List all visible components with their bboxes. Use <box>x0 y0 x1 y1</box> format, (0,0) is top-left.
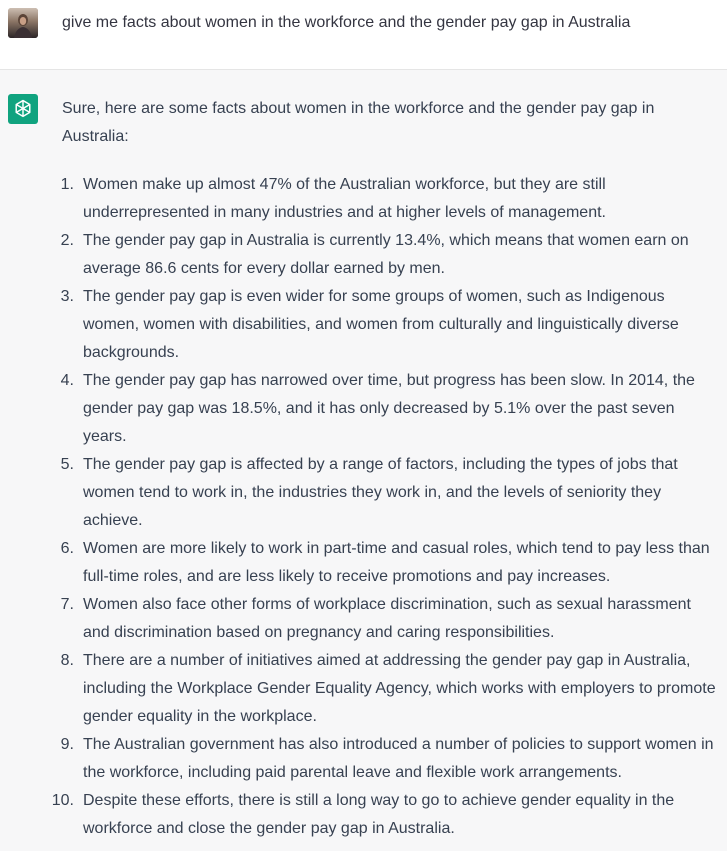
list-item-number: 7. <box>60 596 74 613</box>
assistant-avatar <box>8 94 38 124</box>
list-item <box>62 535 722 591</box>
list-item-text: The gender pay gap has narrowed over time, but progress has been slow. In 2014, the gender pay gap was 18.5%, and it has only decreased by 5.1% over the past seven years. <box>83 372 695 445</box>
user-message-row <box>0 0 727 70</box>
list-item <box>62 647 722 731</box>
user-avatar <box>8 8 38 38</box>
openai-logo-icon <box>12 98 34 120</box>
list-item-text: Despite these efforts, there is still a long way to go to achieve gender equality in the workforce and close the gender pay gap in Australia. <box>83 792 675 837</box>
list-item-text: Women are more likely to work in part-time and casual roles, which tend to pay less than full-time roles, and are less likely to receive promotions and pay increases. <box>83 540 710 585</box>
list-item-number: 8. <box>60 652 74 669</box>
list-item-number: 9. <box>60 736 74 753</box>
list-item <box>62 227 722 283</box>
list-item-text: The gender pay gap is affected by a range of factors, including the types of jobs that women tend to work in, the industries they work in, and the levels of seniority they achieve. <box>83 456 678 529</box>
list-item-number: 2. <box>60 232 74 249</box>
list-item-text: The gender pay gap is even wider for some groups of women, such as Indigenous women, women with disabilities, and women from culturally and linguistically diverse backgrounds. <box>83 288 679 361</box>
user-message-text: give me facts about women in the workforce and the gender pay gap in Australia <box>62 14 631 31</box>
list-item <box>62 367 722 451</box>
list-item-number: 1. <box>60 176 74 193</box>
assistant-message-content <box>51 95 722 843</box>
list-item <box>62 591 722 647</box>
list-item <box>62 451 722 535</box>
list-item-text: There are a number of initiatives aimed at addressing the gender pay gap in Australia, including the Workplace Gender Equality Agency, which works with employers to promote gender equality in the workplace. <box>83 652 716 725</box>
list-item-number: 6. <box>60 540 74 557</box>
list-item-text: Women also face other forms of workplace discrimination, such as sexual harassment and discrimination based on pregnancy and caring responsibilities. <box>83 596 691 641</box>
list-item-text: The Australian government has also introduced a number of policies to support women in the workforce, including paid parental leave and flexible work arrangements. <box>83 736 714 781</box>
list-item-number: 5. <box>60 456 74 473</box>
list-item <box>62 171 722 227</box>
list-item-number: 4. <box>60 372 74 389</box>
assistant-message-row <box>0 71 727 851</box>
list-item-number: 3. <box>60 288 74 305</box>
list-item-text: The gender pay gap in Australia is currently 13.4%, which means that women earn on average 86.6 cents for every dollar earned by men. <box>83 232 689 277</box>
list-item-text: Women make up almost 47% of the Australian workforce, but they are still underrepresented in many industries and at higher levels of management. <box>83 176 606 221</box>
assistant-intro-text: Sure, here are some facts about women in the workforce and the gender pay gap in Australia: <box>62 100 655 145</box>
list-item-number: 10. <box>51 792 74 809</box>
list-item <box>62 283 722 367</box>
list-item <box>51 787 722 843</box>
user-photo-avatar-icon <box>8 8 38 38</box>
list-item <box>62 731 722 787</box>
facts-list <box>51 171 722 843</box>
